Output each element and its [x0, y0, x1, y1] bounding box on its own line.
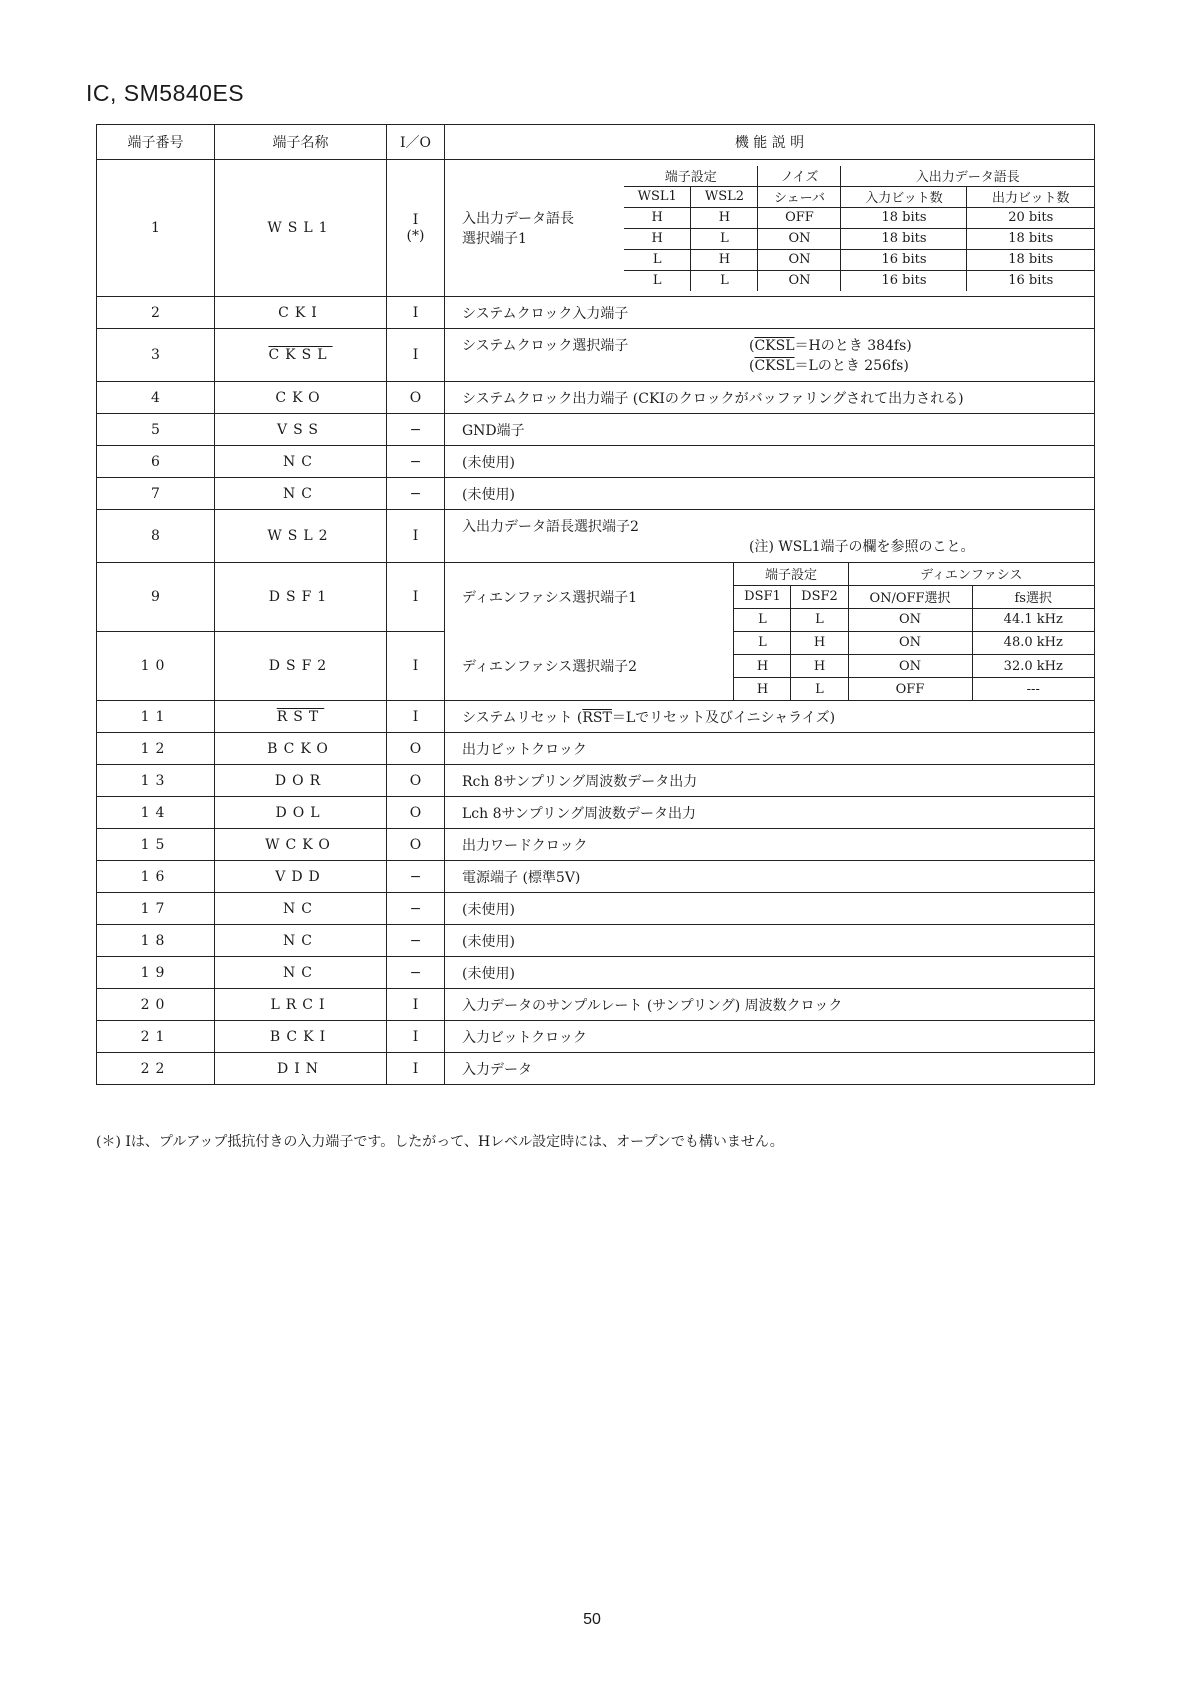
pin-name: LRCI — [215, 989, 387, 1021]
dsf-col-dsf2: DSF2 — [791, 585, 848, 608]
wsl-cell: 18 bits — [841, 207, 967, 228]
table-row — [97, 478, 1095, 510]
pin-io-note: (*) — [406, 228, 425, 244]
wsl-col-output-bits: 出力ビット数 — [967, 186, 1094, 207]
pin-function: GND端子 — [445, 414, 1095, 446]
dsf-cell: L — [791, 678, 848, 700]
pin-name: DSF1 — [215, 563, 387, 632]
wsl-col-wsl1: WSL1 — [624, 186, 691, 207]
wsl-cell: 18 bits — [841, 228, 967, 249]
pin-number: 17 — [97, 893, 215, 925]
table-row — [97, 446, 1095, 478]
wsl-cell: 16 bits — [841, 270, 967, 291]
dsf-cell: H — [791, 631, 848, 654]
pin-function: システムリセット ($\overline{RST}=L$でリセット及びイニシャライズ) — [445, 701, 1095, 733]
dsf-cell: ON — [848, 608, 972, 631]
dsf-row — [734, 631, 1094, 654]
pin-function-note: (注) WSL1端子の欄を参照のこと。 — [749, 539, 975, 555]
cksl-note-high: (CKSL＝Hのとき 384fs) — [749, 338, 912, 354]
wsl-row — [624, 207, 1094, 228]
wsl-col-shaver: シェーバ — [758, 186, 841, 207]
pin-number: 15 — [97, 829, 215, 861]
pin-io: I — [387, 701, 445, 733]
pin-number: 12 — [97, 733, 215, 765]
header-function: 機 能 説 明 — [445, 125, 1095, 160]
table-row — [97, 382, 1095, 414]
pin-number: 13 — [97, 765, 215, 797]
footnote: (＊) Iは、プルアップ抵抗付きの入力端子です。したがって、Hレベル設定時には、オープンでも構いません。 — [96, 1134, 784, 1150]
header-pin-name: 端子名称 — [215, 125, 387, 160]
pin-number: 18 — [97, 925, 215, 957]
pin-function — [445, 510, 1095, 563]
wsl-cell: H — [691, 207, 758, 228]
pin-function: 入力データ — [445, 1053, 1095, 1085]
dsf-cell: L — [791, 608, 848, 631]
table-row — [97, 297, 1095, 329]
pin-function — [445, 563, 1095, 701]
pin-function-text: システムクロック選択端子 — [462, 338, 629, 354]
pin-function: 出力ビットクロック — [445, 733, 1095, 765]
dsf-cell: ON — [848, 655, 972, 678]
dsf-cell: L — [734, 608, 791, 631]
pin-function: Rch 8サンプリング周波数データ出力 — [445, 765, 1095, 797]
dsf-col-onoff: ON/OFF選択 — [848, 585, 972, 608]
wsl-row — [624, 228, 1094, 249]
pin-function: (未使用) — [445, 478, 1095, 510]
pin-name-overlined: CKSL — [268, 347, 333, 363]
header-io: I／O — [387, 125, 445, 160]
table-row — [97, 329, 1095, 382]
pin-number: 9 — [97, 563, 215, 632]
pin-name: NC — [215, 925, 387, 957]
pin-name — [215, 701, 387, 733]
table-row — [97, 893, 1095, 925]
wsl-cell: H — [624, 228, 691, 249]
pin-number: 16 — [97, 861, 215, 893]
pin-function: 入力ビットクロック — [445, 1021, 1095, 1053]
pin-number: 21 — [97, 1021, 215, 1053]
pin-io: − — [387, 957, 445, 989]
pin-io: I — [387, 989, 445, 1021]
dsf-cell: H — [734, 678, 791, 700]
pin-function: システムクロック出力端子 (CKIのクロックがバッファリングされて出力される) — [445, 382, 1095, 414]
table-row — [97, 957, 1095, 989]
pin-io: O — [387, 765, 445, 797]
wsl-cell: OFF — [758, 207, 841, 228]
pin-number: 7 — [97, 478, 215, 510]
pin-number: 3 — [97, 329, 215, 382]
wsl-col-input-bits: 入力ビット数 — [841, 186, 967, 207]
pin-name: WSL1 — [215, 160, 387, 297]
pin-number: 14 — [97, 797, 215, 829]
wsl-cell: L — [624, 270, 691, 291]
pin-io: − — [387, 478, 445, 510]
wsl-cell: H — [624, 207, 691, 228]
pin-io: I — [387, 329, 445, 382]
pin-function-text: 入出力データ語長 — [462, 211, 574, 227]
pin-function — [445, 160, 1095, 297]
pin-io: I — [387, 297, 445, 329]
header-pin-number: 端子番号 — [97, 125, 215, 160]
pin-number: 19 — [97, 957, 215, 989]
dsf-cell: ON — [848, 631, 972, 654]
cksl-note-low: (CKSL＝Lのとき 256fs) — [749, 358, 909, 374]
dsf-cell: --- — [972, 678, 1094, 700]
pin-function: 電源端子 (標準5V) — [445, 861, 1095, 893]
wsl-cell: 18 bits — [967, 249, 1094, 270]
wsl-col-wsl2: WSL2 — [691, 186, 758, 207]
pin-table — [96, 124, 1095, 1085]
pin-io: O — [387, 382, 445, 414]
pin-name: BCKO — [215, 733, 387, 765]
pin-name-overlined: $\overline{RST}$ — [276, 708, 325, 725]
pin-number: 6 — [97, 446, 215, 478]
pin-io: − — [387, 446, 445, 478]
wsl-group-noise: ノイズ — [758, 166, 841, 187]
pin-name: VSS — [215, 414, 387, 446]
pin-io: O — [387, 733, 445, 765]
pin-function: Lch 8サンプリング周波数データ出力 — [445, 797, 1095, 829]
pin-name: NC — [215, 893, 387, 925]
pin-name: CKO — [215, 382, 387, 414]
dsf-cell: 48.0 kHz — [972, 631, 1094, 654]
table-row — [97, 861, 1095, 893]
table-header — [97, 125, 1095, 160]
wsl-cell: 20 bits — [967, 207, 1094, 228]
wsl-setting-table — [624, 166, 1094, 291]
pin-number: 2 — [97, 297, 215, 329]
pin-name: WCKO — [215, 829, 387, 861]
wsl-group-pin-setting: 端子設定 — [624, 166, 758, 187]
pin-name: NC — [215, 957, 387, 989]
pin-number: 10 — [97, 632, 215, 701]
pin-function: 入力データのサンプルレート (サンプリング) 周波数クロック — [445, 989, 1095, 1021]
pin-function: (未使用) — [445, 957, 1095, 989]
wsl-cell: L — [624, 249, 691, 270]
wsl-cell: H — [691, 249, 758, 270]
table-row — [97, 989, 1095, 1021]
pin-function: (未使用) — [445, 893, 1095, 925]
pin-io: I — [387, 1021, 445, 1053]
table-row — [97, 510, 1095, 563]
dsf-cell: H — [791, 655, 848, 678]
dsf-cell: L — [734, 631, 791, 654]
table-row — [97, 701, 1095, 733]
pin-function: システムクロック入力端子 — [445, 297, 1095, 329]
dsf-cell: 32.0 kHz — [972, 655, 1094, 678]
pin-io: I — [387, 510, 445, 563]
pin-io-value: I — [412, 212, 419, 228]
table-row — [97, 733, 1095, 765]
pin-function: (未使用) — [445, 925, 1095, 957]
wsl-cell: L — [691, 228, 758, 249]
pin-name: VDD — [215, 861, 387, 893]
pin-function — [445, 329, 1095, 382]
pin-name: DSF2 — [215, 632, 387, 701]
wsl-cell: ON — [758, 270, 841, 291]
pin-name — [215, 329, 387, 382]
pin-name: WSL2 — [215, 510, 387, 563]
page-number: 50 — [583, 1611, 601, 1628]
pin-number: 11 — [97, 701, 215, 733]
pin-name: NC — [215, 478, 387, 510]
pin-name: CKI — [215, 297, 387, 329]
pin-function-text: 入出力データ語長選択端子2 — [462, 519, 639, 535]
pin-function: 出力ワードクロック — [445, 829, 1095, 861]
pin-io: − — [387, 893, 445, 925]
pin-io: I — [387, 632, 445, 701]
pin-number: 22 — [97, 1053, 215, 1085]
pin-number: 8 — [97, 510, 215, 563]
pin-name: DIN — [215, 1053, 387, 1085]
table-row — [97, 765, 1095, 797]
dsf-row — [734, 678, 1094, 700]
pin-function: (未使用) — [445, 446, 1095, 478]
pin-function-text-2: 選択端子1 — [462, 231, 527, 247]
dsf-row — [734, 608, 1094, 631]
pin-function-text: ディエンファシス選択端子1 — [462, 590, 638, 607]
table-row — [97, 160, 1095, 297]
pin-number: 20 — [97, 989, 215, 1021]
wsl-row — [624, 270, 1094, 291]
dsf-col-dsf1: DSF1 — [734, 585, 791, 608]
pin-io: − — [387, 861, 445, 893]
pin-name: DOR — [215, 765, 387, 797]
table-row — [97, 1021, 1095, 1053]
pin-io — [387, 160, 445, 297]
pin-number: 4 — [97, 382, 215, 414]
wsl-cell: 16 bits — [967, 270, 1094, 291]
dsf-cell: OFF — [848, 678, 972, 700]
pin-number: 1 — [97, 160, 215, 297]
pin-name: DOL — [215, 797, 387, 829]
wsl-cell: 18 bits — [967, 228, 1094, 249]
table-row — [97, 797, 1095, 829]
pin-name: BCKI — [215, 1021, 387, 1053]
table-row — [97, 829, 1095, 861]
dsf-setting-table — [733, 563, 1094, 700]
wsl-cell: ON — [758, 228, 841, 249]
pin-io: O — [387, 829, 445, 861]
dsf-cell: 44.1 kHz — [972, 608, 1094, 631]
wsl-cell: L — [691, 270, 758, 291]
pin-io: − — [387, 414, 445, 446]
dsf-cell: H — [734, 655, 791, 678]
wsl-cell: ON — [758, 249, 841, 270]
pin-io: I — [387, 563, 445, 632]
wsl-row — [624, 249, 1094, 270]
pin-name: NC — [215, 446, 387, 478]
pin-io: O — [387, 797, 445, 829]
table-row — [97, 563, 1095, 632]
page-title: IC, SM5840ES — [86, 80, 245, 106]
table-row — [97, 414, 1095, 446]
dsf-group-pin-setting: 端子設定 — [734, 563, 848, 585]
pin-function-text: ディエンファシス選択端子2 — [462, 658, 638, 675]
pin-io: − — [387, 925, 445, 957]
pin-io: I — [387, 1053, 445, 1085]
wsl-cell: 16 bits — [841, 249, 967, 270]
dsf-col-fs: fs選択 — [972, 585, 1094, 608]
wsl-group-word-length: 入出力データ語長 — [841, 166, 1094, 187]
dsf-row — [734, 655, 1094, 678]
pin-number: 5 — [97, 414, 215, 446]
table-row — [97, 1053, 1095, 1085]
table-row — [97, 925, 1095, 957]
dsf-group-deemphasis: ディエンファシス — [848, 563, 1094, 585]
